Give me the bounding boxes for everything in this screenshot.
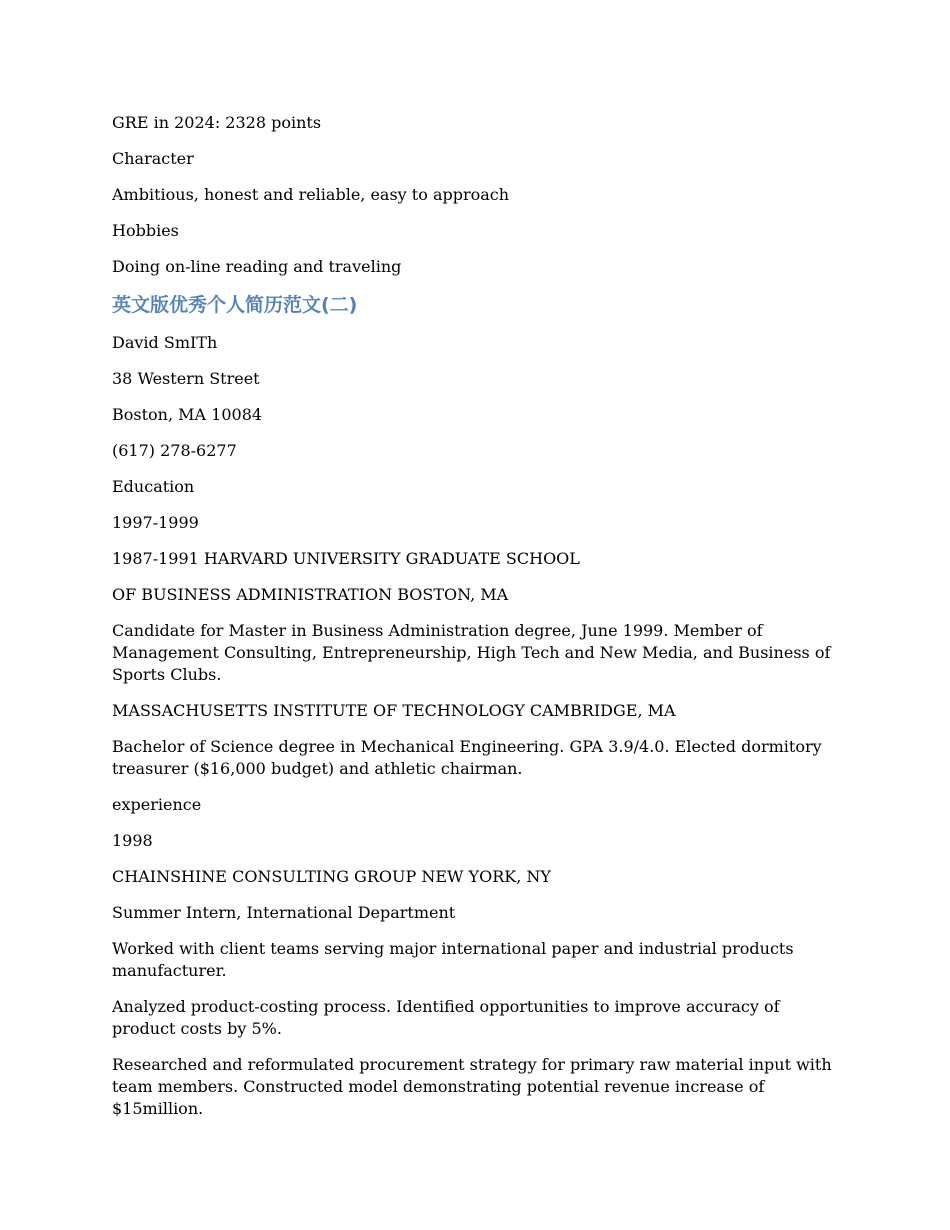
education-label: Education	[112, 477, 195, 496]
gre-score-line: GRE in 2024: 2328 points	[112, 113, 322, 132]
job-bullet-3: Researched and reformulated procurement strategy for primary raw material input with team members. Constructed model demonstrating potential revenue increase of $15million.	[112, 1055, 832, 1118]
experience-label: experience	[112, 795, 202, 814]
harvard-line: 1987-1991 HARVARD UNIVERSITY GRADUATE SCHOOL	[112, 549, 580, 568]
employer-line: CHAINSHINE CONSULTING GROUP NEW YORK, NY	[112, 867, 551, 886]
section-heading: 英文版优秀个人简历范文(二)	[112, 294, 358, 316]
hobbies-text: Doing on-line reading and traveling	[112, 257, 402, 276]
mit-line: MASSACHUSETTS INSTITUTE OF TECHNOLOGY CAMBRIDGE, MA	[112, 701, 676, 720]
job-bullet-2: Analyzed product-costing process. Identified opportunities to improve accuracy of product costs by 5%.	[112, 997, 780, 1038]
harvard-school-line: OF BUSINESS ADMINISTRATION BOSTON, MA	[112, 585, 509, 604]
contact-street: 38 Western Street	[112, 369, 260, 388]
education-years: 1997-1999	[112, 513, 199, 532]
contact-phone: (617) 278-6277	[112, 441, 237, 460]
mit-description: Bachelor of Science degree in Mechanical Engineering. GPA 3.9/4.0. Elected dormitory treasurer ($16,000 budget) and athletic chairman.	[112, 737, 822, 778]
contact-city: Boston, MA 10084	[112, 405, 263, 424]
job-title: Summer Intern, International Department	[112, 903, 456, 922]
job-bullet-1: Worked with client teams serving major international paper and industrial products manufacturer.	[112, 939, 794, 980]
contact-name: David SmITh	[112, 333, 218, 352]
document-page	[112, 112, 840, 1134]
mba-description: Candidate for Master in Business Administration degree, June 1999. Member of Management Consulting, Entrepreneurship, High Tech and New Media, and Business of Sports Clubs.	[112, 621, 831, 684]
character-label: Character	[112, 149, 194, 168]
experience-year: 1998	[112, 831, 153, 850]
hobbies-label: Hobbies	[112, 221, 179, 240]
character-text: Ambitious, honest and reliable, easy to approach	[112, 185, 510, 204]
